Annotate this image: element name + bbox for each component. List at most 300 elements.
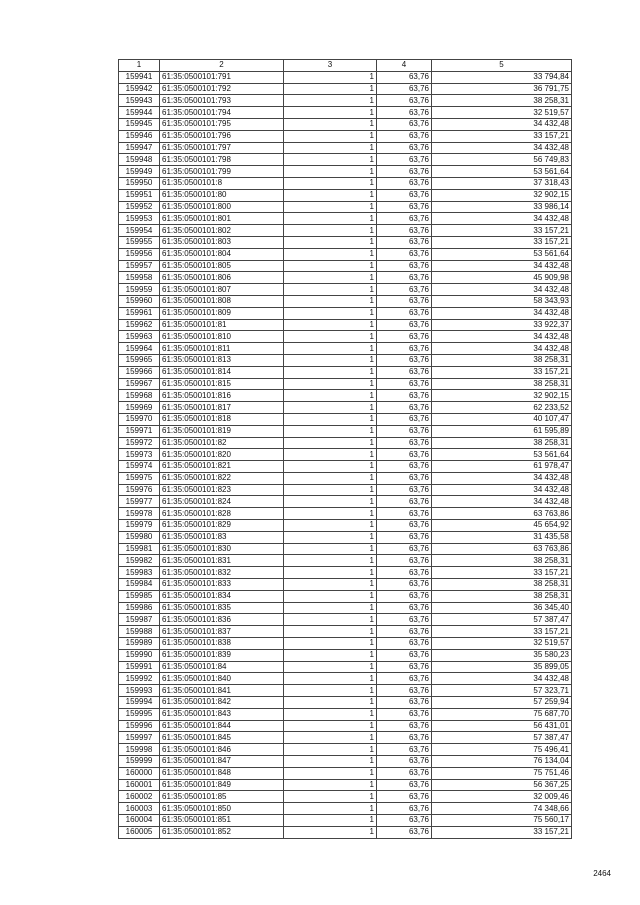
rate-cell: 63,76 (377, 531, 432, 543)
rate-cell: 63,76 (377, 638, 432, 650)
cadastral-number-cell: 61:35:0500101:83 (160, 531, 284, 543)
cadastral-number-cell: 61:35:0500101:84 (160, 661, 284, 673)
count-cell: 1 (284, 685, 377, 697)
rate-cell: 63,76 (377, 697, 432, 709)
rate-cell: 63,76 (377, 378, 432, 390)
rate-cell: 63,76 (377, 472, 432, 484)
table-row (119, 520, 572, 532)
table-row (119, 118, 572, 130)
cadastral-number-cell: 61:35:0500101:837 (160, 626, 284, 638)
cadastral-number-cell: 61:35:0500101:800 (160, 201, 284, 213)
cadastral-number-cell: 61:35:0500101:839 (160, 649, 284, 661)
cadastral-number-cell: 61:35:0500101:793 (160, 95, 284, 107)
table-row (119, 579, 572, 591)
table-row (119, 661, 572, 673)
count-cell: 1 (284, 390, 377, 402)
column-header: 3 (284, 60, 377, 72)
count-cell: 1 (284, 472, 377, 484)
cadastral-number-cell: 61:35:0500101:797 (160, 142, 284, 154)
rate-cell: 63,76 (377, 815, 432, 827)
table-row (119, 142, 572, 154)
cadastral-number-cell: 61:35:0500101:811 (160, 343, 284, 355)
rate-cell: 63,76 (377, 826, 432, 838)
count-cell: 1 (284, 579, 377, 591)
row-number-cell: 159973 (119, 449, 160, 461)
rate-cell: 63,76 (377, 579, 432, 591)
count-cell: 1 (284, 189, 377, 201)
rate-cell: 63,76 (377, 484, 432, 496)
value-cell: 32 009,46 (432, 791, 572, 803)
rate-cell: 63,76 (377, 343, 432, 355)
table-row (119, 284, 572, 296)
table-row (119, 638, 572, 650)
row-number-cell: 159977 (119, 496, 160, 508)
rate-cell: 63,76 (377, 319, 432, 331)
rate-cell: 63,76 (377, 708, 432, 720)
rate-cell: 63,76 (377, 732, 432, 744)
table-row (119, 555, 572, 567)
count-cell: 1 (284, 366, 377, 378)
rate-cell: 63,76 (377, 189, 432, 201)
count-cell: 1 (284, 779, 377, 791)
cadastral-number-cell: 61:35:0500101:82 (160, 437, 284, 449)
cadastral-number-cell: 61:35:0500101:801 (160, 213, 284, 225)
cadastral-number-cell: 61:35:0500101:852 (160, 826, 284, 838)
table-row (119, 260, 572, 272)
row-number-cell: 159986 (119, 602, 160, 614)
count-cell: 1 (284, 272, 377, 284)
value-cell: 34 432,48 (432, 307, 572, 319)
cadastral-number-cell: 61:35:0500101:824 (160, 496, 284, 508)
cadastral-number-cell: 61:35:0500101:795 (160, 118, 284, 130)
value-cell: 33 157,21 (432, 225, 572, 237)
table-row (119, 295, 572, 307)
row-number-cell: 159985 (119, 590, 160, 602)
table-row (119, 166, 572, 178)
row-number-cell: 159978 (119, 508, 160, 520)
count-cell: 1 (284, 307, 377, 319)
value-cell: 33 157,21 (432, 626, 572, 638)
cadastral-number-cell: 61:35:0500101:844 (160, 720, 284, 732)
count-cell: 1 (284, 744, 377, 756)
rate-cell: 63,76 (377, 496, 432, 508)
value-cell: 61 978,47 (432, 461, 572, 473)
value-cell: 34 432,48 (432, 260, 572, 272)
table-row (119, 826, 572, 838)
value-cell: 32 902,15 (432, 390, 572, 402)
row-number-cell: 159963 (119, 331, 160, 343)
value-cell: 33 157,21 (432, 236, 572, 248)
table-row (119, 425, 572, 437)
cadastral-number-cell: 61:35:0500101:843 (160, 708, 284, 720)
cadastral-number-cell: 61:35:0500101:819 (160, 425, 284, 437)
value-cell: 33 157,21 (432, 826, 572, 838)
value-cell: 76 134,04 (432, 756, 572, 768)
cadastral-number-cell: 61:35:0500101:802 (160, 225, 284, 237)
table-row (119, 213, 572, 225)
count-cell: 1 (284, 602, 377, 614)
count-cell: 1 (284, 284, 377, 296)
table-row (119, 402, 572, 414)
row-number-cell: 160003 (119, 803, 160, 815)
table-row (119, 307, 572, 319)
value-cell: 61 595,89 (432, 425, 572, 437)
count-cell: 1 (284, 118, 377, 130)
row-number-cell: 159958 (119, 272, 160, 284)
table-row (119, 130, 572, 142)
row-number-cell: 159976 (119, 484, 160, 496)
table-row (119, 449, 572, 461)
value-cell: 56 367,25 (432, 779, 572, 791)
row-number-cell: 159999 (119, 756, 160, 768)
rate-cell: 63,76 (377, 201, 432, 213)
count-cell: 1 (284, 508, 377, 520)
table-row (119, 567, 572, 579)
rate-cell: 63,76 (377, 520, 432, 532)
count-cell: 1 (284, 767, 377, 779)
count-cell: 1 (284, 697, 377, 709)
rate-cell: 63,76 (377, 107, 432, 119)
table-row (119, 83, 572, 95)
cadastral-number-cell: 61:35:0500101:830 (160, 543, 284, 555)
count-cell: 1 (284, 378, 377, 390)
count-cell: 1 (284, 791, 377, 803)
row-number-cell: 159941 (119, 71, 160, 83)
cadastral-number-cell: 61:35:0500101:828 (160, 508, 284, 520)
value-cell: 75 751,46 (432, 767, 572, 779)
cadastral-number-cell: 61:35:0500101:850 (160, 803, 284, 815)
table-row (119, 413, 572, 425)
cadastral-number-cell: 61:35:0500101:818 (160, 413, 284, 425)
table-row (119, 732, 572, 744)
row-number-cell: 159962 (119, 319, 160, 331)
value-cell: 33 922,37 (432, 319, 572, 331)
value-cell: 33 794,84 (432, 71, 572, 83)
table-row (119, 461, 572, 473)
cadastral-number-cell: 61:35:0500101:845 (160, 732, 284, 744)
rate-cell: 63,76 (377, 555, 432, 567)
value-cell: 34 432,48 (432, 284, 572, 296)
value-cell: 34 432,48 (432, 484, 572, 496)
rate-cell: 63,76 (377, 756, 432, 768)
value-cell: 38 258,31 (432, 95, 572, 107)
value-cell: 53 561,64 (432, 248, 572, 260)
value-cell: 63 763,86 (432, 543, 572, 555)
rate-cell: 63,76 (377, 142, 432, 154)
rate-cell: 63,76 (377, 626, 432, 638)
rate-cell: 63,76 (377, 307, 432, 319)
row-number-cell: 159970 (119, 413, 160, 425)
table-row (119, 177, 572, 189)
table-row (119, 437, 572, 449)
count-cell: 1 (284, 166, 377, 178)
row-number-cell: 159954 (119, 225, 160, 237)
count-cell: 1 (284, 826, 377, 838)
value-cell: 34 432,48 (432, 331, 572, 343)
value-cell: 34 432,48 (432, 213, 572, 225)
value-cell: 34 432,48 (432, 343, 572, 355)
rate-cell: 63,76 (377, 354, 432, 366)
count-cell: 1 (284, 590, 377, 602)
cadastral-number-cell: 61:35:0500101:813 (160, 354, 284, 366)
row-number-cell: 159984 (119, 579, 160, 591)
row-number-cell: 159983 (119, 567, 160, 579)
row-number-cell: 159951 (119, 189, 160, 201)
cadastral-number-cell: 61:35:0500101:848 (160, 767, 284, 779)
value-cell: 33 157,21 (432, 366, 572, 378)
rate-cell: 63,76 (377, 803, 432, 815)
row-number-cell: 159947 (119, 142, 160, 154)
count-cell: 1 (284, 614, 377, 626)
rate-cell: 63,76 (377, 602, 432, 614)
value-cell: 34 432,48 (432, 472, 572, 484)
row-number-cell: 159944 (119, 107, 160, 119)
cadastral-number-cell: 61:35:0500101:831 (160, 555, 284, 567)
table-row (119, 543, 572, 555)
rate-cell: 63,76 (377, 673, 432, 685)
count-cell: 1 (284, 402, 377, 414)
rate-cell: 63,76 (377, 390, 432, 402)
row-number-cell: 159942 (119, 83, 160, 95)
rate-cell: 63,76 (377, 437, 432, 449)
count-cell: 1 (284, 626, 377, 638)
value-cell: 75 560,17 (432, 815, 572, 827)
value-cell: 34 432,48 (432, 142, 572, 154)
rate-cell: 63,76 (377, 649, 432, 661)
rate-cell: 63,76 (377, 213, 432, 225)
cadastral-number-cell: 61:35:0500101:847 (160, 756, 284, 768)
rate-cell: 63,76 (377, 260, 432, 272)
value-cell: 75 687,70 (432, 708, 572, 720)
value-cell: 37 318,43 (432, 177, 572, 189)
table-row (119, 744, 572, 756)
cadastral-number-cell: 61:35:0500101:794 (160, 107, 284, 119)
table-row (119, 815, 572, 827)
row-number-cell: 159955 (119, 236, 160, 248)
value-cell: 32 902,15 (432, 189, 572, 201)
row-number-cell: 159989 (119, 638, 160, 650)
value-cell: 63 763,86 (432, 508, 572, 520)
count-cell: 1 (284, 484, 377, 496)
table-row (119, 272, 572, 284)
row-number-cell: 159995 (119, 708, 160, 720)
cadastral-number-cell: 61:35:0500101:808 (160, 295, 284, 307)
table-row (119, 602, 572, 614)
row-number-cell: 159959 (119, 284, 160, 296)
count-cell: 1 (284, 425, 377, 437)
rate-cell: 63,76 (377, 95, 432, 107)
table-row (119, 225, 572, 237)
cadastral-number-cell: 61:35:0500101:791 (160, 71, 284, 83)
rate-cell: 63,76 (377, 166, 432, 178)
count-cell: 1 (284, 449, 377, 461)
row-number-cell: 159998 (119, 744, 160, 756)
value-cell: 32 519,57 (432, 638, 572, 650)
row-number-cell: 159967 (119, 378, 160, 390)
row-number-cell: 159988 (119, 626, 160, 638)
count-cell: 1 (284, 201, 377, 213)
count-cell: 1 (284, 803, 377, 815)
rate-cell: 63,76 (377, 177, 432, 189)
value-cell: 45 909,98 (432, 272, 572, 284)
rate-cell: 63,76 (377, 614, 432, 626)
cadastral-number-cell: 61:35:0500101:833 (160, 579, 284, 591)
cadastral-number-cell: 61:35:0500101:798 (160, 154, 284, 166)
row-number-cell: 159968 (119, 390, 160, 402)
column-header: 4 (377, 60, 432, 72)
cadastral-number-cell: 61:35:0500101:81 (160, 319, 284, 331)
row-number-cell: 160004 (119, 815, 160, 827)
cadastral-number-cell: 61:35:0500101:832 (160, 567, 284, 579)
count-cell: 1 (284, 756, 377, 768)
rate-cell: 63,76 (377, 295, 432, 307)
value-cell: 75 496,41 (432, 744, 572, 756)
row-number-cell: 159948 (119, 154, 160, 166)
row-number-cell: 159943 (119, 95, 160, 107)
value-cell: 57 323,71 (432, 685, 572, 697)
row-number-cell: 159996 (119, 720, 160, 732)
count-cell: 1 (284, 225, 377, 237)
count-cell: 1 (284, 531, 377, 543)
count-cell: 1 (284, 213, 377, 225)
page-number: 2464 (593, 869, 611, 878)
table-row (119, 107, 572, 119)
value-cell: 56 749,83 (432, 154, 572, 166)
cadastral-number-cell: 61:35:0500101:817 (160, 402, 284, 414)
count-cell: 1 (284, 567, 377, 579)
table-row (119, 366, 572, 378)
column-header: 2 (160, 60, 284, 72)
cadastral-number-cell: 61:35:0500101:85 (160, 791, 284, 803)
count-cell: 1 (284, 673, 377, 685)
column-number-row (119, 60, 572, 72)
rate-cell: 63,76 (377, 154, 432, 166)
row-number-cell: 160005 (119, 826, 160, 838)
count-cell: 1 (284, 154, 377, 166)
row-number-cell: 159972 (119, 437, 160, 449)
value-cell: 40 107,47 (432, 413, 572, 425)
table-row (119, 673, 572, 685)
row-number-cell: 159966 (119, 366, 160, 378)
table-row (119, 708, 572, 720)
value-cell: 34 432,48 (432, 118, 572, 130)
cadastral-number-cell: 61:35:0500101:846 (160, 744, 284, 756)
rate-cell: 63,76 (377, 284, 432, 296)
table-row (119, 531, 572, 543)
cadastral-number-cell: 61:35:0500101:822 (160, 472, 284, 484)
count-cell: 1 (284, 815, 377, 827)
rate-cell: 63,76 (377, 685, 432, 697)
cadastral-number-cell: 61:35:0500101:834 (160, 590, 284, 602)
rate-cell: 63,76 (377, 767, 432, 779)
row-number-cell: 159964 (119, 343, 160, 355)
rate-cell: 63,76 (377, 661, 432, 673)
table-row (119, 756, 572, 768)
row-number-cell: 159980 (119, 531, 160, 543)
table-row (119, 508, 572, 520)
cadastral-number-cell: 61:35:0500101:851 (160, 815, 284, 827)
table-row (119, 496, 572, 508)
value-cell: 57 387,47 (432, 614, 572, 626)
value-cell: 38 258,31 (432, 378, 572, 390)
rate-cell: 63,76 (377, 508, 432, 520)
table-row (119, 343, 572, 355)
row-number-cell: 159969 (119, 402, 160, 414)
value-cell: 35 899,05 (432, 661, 572, 673)
row-number-cell: 159957 (119, 260, 160, 272)
row-number-cell: 159971 (119, 425, 160, 437)
count-cell: 1 (284, 236, 377, 248)
row-number-cell: 159997 (119, 732, 160, 744)
value-cell: 33 157,21 (432, 130, 572, 142)
cadastral-number-cell: 61:35:0500101:796 (160, 130, 284, 142)
cadastral-number-cell: 61:35:0500101:806 (160, 272, 284, 284)
row-number-cell: 159982 (119, 555, 160, 567)
count-cell: 1 (284, 83, 377, 95)
table-row (119, 331, 572, 343)
cadastral-number-cell: 61:35:0500101:814 (160, 366, 284, 378)
count-cell: 1 (284, 260, 377, 272)
row-number-cell: 159994 (119, 697, 160, 709)
cadastral-number-cell: 61:35:0500101:836 (160, 614, 284, 626)
count-cell: 1 (284, 343, 377, 355)
row-number-cell: 159953 (119, 213, 160, 225)
rate-cell: 63,76 (377, 71, 432, 83)
value-cell: 45 654,92 (432, 520, 572, 532)
cadastral-number-cell: 61:35:0500101:838 (160, 638, 284, 650)
row-number-cell: 159987 (119, 614, 160, 626)
count-cell: 1 (284, 638, 377, 650)
table-row (119, 201, 572, 213)
table-row (119, 248, 572, 260)
table-row (119, 614, 572, 626)
table-row (119, 697, 572, 709)
cadastral-number-cell: 61:35:0500101:809 (160, 307, 284, 319)
count-cell: 1 (284, 461, 377, 473)
column-header: 1 (119, 60, 160, 72)
cadastral-number-cell: 61:35:0500101:804 (160, 248, 284, 260)
value-cell: 35 580,23 (432, 649, 572, 661)
count-cell: 1 (284, 413, 377, 425)
count-cell: 1 (284, 354, 377, 366)
row-number-cell: 159992 (119, 673, 160, 685)
row-number-cell: 160000 (119, 767, 160, 779)
value-cell: 38 258,31 (432, 354, 572, 366)
row-number-cell: 159950 (119, 177, 160, 189)
cadastral-number-cell: 61:35:0500101:803 (160, 236, 284, 248)
row-number-cell: 159952 (119, 201, 160, 213)
value-cell: 74 348,66 (432, 803, 572, 815)
cadastral-number-cell: 61:35:0500101:807 (160, 284, 284, 296)
table-row (119, 95, 572, 107)
cadastral-number-cell: 61:35:0500101:849 (160, 779, 284, 791)
rate-cell: 63,76 (377, 118, 432, 130)
value-cell: 58 343,93 (432, 295, 572, 307)
cadastral-number-cell: 61:35:0500101:815 (160, 378, 284, 390)
value-cell: 38 258,31 (432, 437, 572, 449)
table-row (119, 685, 572, 697)
table-row (119, 484, 572, 496)
rate-cell: 63,76 (377, 83, 432, 95)
table-row (119, 720, 572, 732)
value-cell: 38 258,31 (432, 555, 572, 567)
count-cell: 1 (284, 708, 377, 720)
count-cell: 1 (284, 720, 377, 732)
count-cell: 1 (284, 732, 377, 744)
value-cell: 33 986,14 (432, 201, 572, 213)
cadastral-number-cell: 61:35:0500101:792 (160, 83, 284, 95)
row-number-cell: 159991 (119, 661, 160, 673)
